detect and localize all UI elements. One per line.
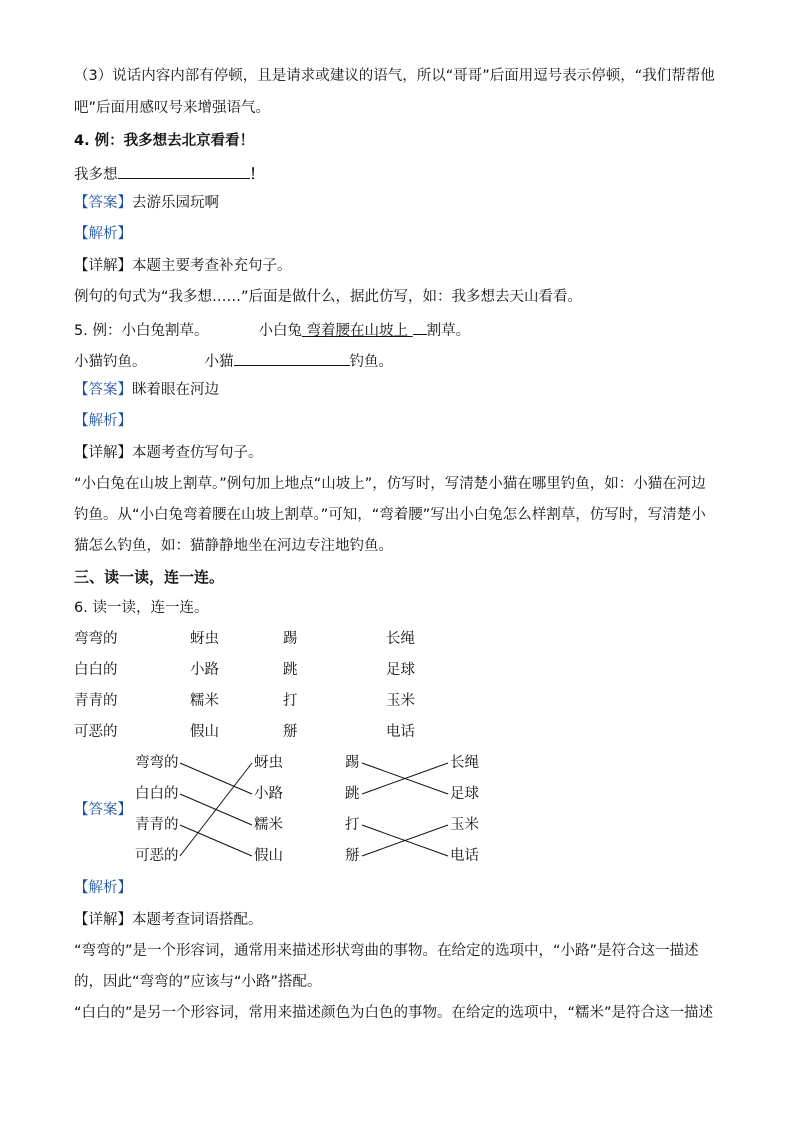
ans-col2-item: 小路: [254, 786, 283, 802]
q6-col3-item: 掰: [283, 724, 298, 740]
q4-prompt-prefix: 我多想: [74, 167, 118, 183]
q6-explain-line1: “弯弯的”是一个形容词，通常用来描述形状弯曲的事物。在给定的选项中，“小路”是符合这一描述: [74, 943, 699, 959]
q6-col2-item: 蚜虫: [190, 631, 219, 647]
q4-example: 4. 例：我多想去北京看看！: [74, 133, 255, 149]
q6-col4-item: 长绳: [386, 631, 415, 647]
q5-example-b-prefix: 小白兔: [258, 323, 302, 339]
analysis-tag: 【解析】: [74, 413, 132, 429]
q6-col3-item: 打: [283, 693, 298, 709]
q6-detail-text: 本题考查词语搭配。: [132, 912, 263, 928]
q6-col2-item: 假山: [190, 724, 219, 740]
q5-prompt-b-suffix: 钓鱼。: [349, 354, 393, 370]
q6-col3-item: 跳: [283, 662, 298, 678]
q6-detail: [74, 910, 263, 930]
q4-detail-text: 本题主要考查补充句子。: [132, 258, 292, 274]
q6-col2-item: 糯米: [190, 693, 219, 709]
q5-explain-line3: 猫怎么钓鱼，如：猫静静地坐在河边专注地钓鱼。: [74, 538, 393, 554]
q6-col1-item: 白白的: [74, 662, 118, 678]
q6-col3-item: 踢: [283, 631, 298, 647]
ans-col3-item: 跳: [345, 786, 360, 802]
ans-col3-item: 打: [345, 817, 360, 833]
section-heading: 三、读一读，连一连。: [74, 568, 225, 586]
detail-tag: 【详解】: [74, 445, 132, 461]
q5-prompt-b-prefix: 小猫: [204, 354, 234, 370]
q6-explain-line2: 的，因此“弯弯的”应该与“小路”搭配。: [74, 974, 322, 990]
ans-col4-item: 足球: [450, 786, 479, 802]
ans-col3-item: 踢: [345, 755, 360, 771]
ans-col4-item: 玉米: [450, 817, 479, 833]
q6-title: 6. 读一读，连一连。: [74, 600, 209, 616]
ans-col2-item: 假山: [254, 848, 283, 864]
ans-col4-item: 长绳: [450, 755, 479, 771]
q4-answer-text: 去游乐园玩啊: [132, 195, 219, 211]
p3-line2: 吧”后面用感叹号来增强语气。: [74, 100, 271, 116]
q5-detail-text: 本题考查仿写句子。: [132, 445, 263, 461]
ans-col1-item: 白白的: [135, 786, 179, 802]
q5-answer-text: 眯着眼在河边: [132, 382, 219, 398]
ans-col2-item: 糯米: [254, 817, 283, 833]
detail-tag: 【详解】: [74, 912, 132, 928]
q6-explain-line3: “白白的”是另一个形容词，常用来描述颜色为白色的事物。在给定的选项中，“糯米”是符合这一描述: [74, 1005, 714, 1021]
q6-col4-item: 电话: [386, 724, 415, 740]
q6-analysis-tag: [74, 878, 132, 898]
answer-tag: 【答案】: [74, 802, 132, 818]
q6-col4-item: 足球: [386, 662, 415, 678]
q5-example-b-suffix: 割草。: [426, 323, 471, 339]
ans-col1-item: 弯弯的: [135, 755, 179, 771]
q6-col1-item: 可恶的: [74, 724, 118, 740]
q6-col1-item: 弯弯的: [74, 631, 118, 647]
q4-prompt-suffix: ！: [249, 167, 264, 183]
q5-example-b-underlined: 弯着腰在山坡上: [301, 323, 413, 339]
analysis-tag: 【解析】: [74, 880, 132, 896]
ans-col4-item: 电话: [450, 848, 479, 864]
left-match-line-3: [180, 763, 252, 856]
answer-tag: 【答案】: [74, 382, 132, 398]
ans-col1-item: 青青的: [135, 817, 179, 833]
q6-col4-item: 玉米: [386, 693, 415, 709]
q6-col2-item: 小路: [190, 662, 219, 678]
left-match-line-0: [180, 763, 252, 794]
answer-tag: 【答案】: [74, 195, 132, 211]
q5-explain-line2: 钓鱼。从“小白兔弯着腰在山坡上割草。”可知，“弯着腰”写出小白兔怎么样割草，仿写时，写清楚小: [74, 507, 706, 523]
detail-tag: 【详解】: [74, 258, 132, 274]
ans-col2-item: 蚜虫: [254, 755, 283, 771]
ans-col1-item: 可恶的: [135, 848, 179, 864]
q5-explain-line1: “小白兔在山坡上割草。”例句加上地点“山坡上”，仿写时，写清楚小猫在哪里钓鱼，如：小猫在河边: [74, 476, 706, 492]
q5-prompt-a: 小猫钓鱼。: [74, 354, 147, 370]
q5-example-a: 5. 例：小白兔割草。: [74, 323, 209, 339]
q6-col1-item: 青青的: [74, 693, 118, 709]
analysis-tag: 【解析】: [74, 226, 132, 242]
p3-line1: （3）说话内容内部有停顿，且是请求或建议的语气，所以“哥哥”后面用逗号表示停顿，“我们帮帮他: [74, 68, 715, 84]
q4-explain: 例句的句式为“我多想……”后面是做什么，据此仿写，如：我多想去天山看看。: [74, 289, 583, 305]
ans-col3-item: 掰: [345, 848, 360, 864]
left-match-line-2: [180, 825, 252, 856]
